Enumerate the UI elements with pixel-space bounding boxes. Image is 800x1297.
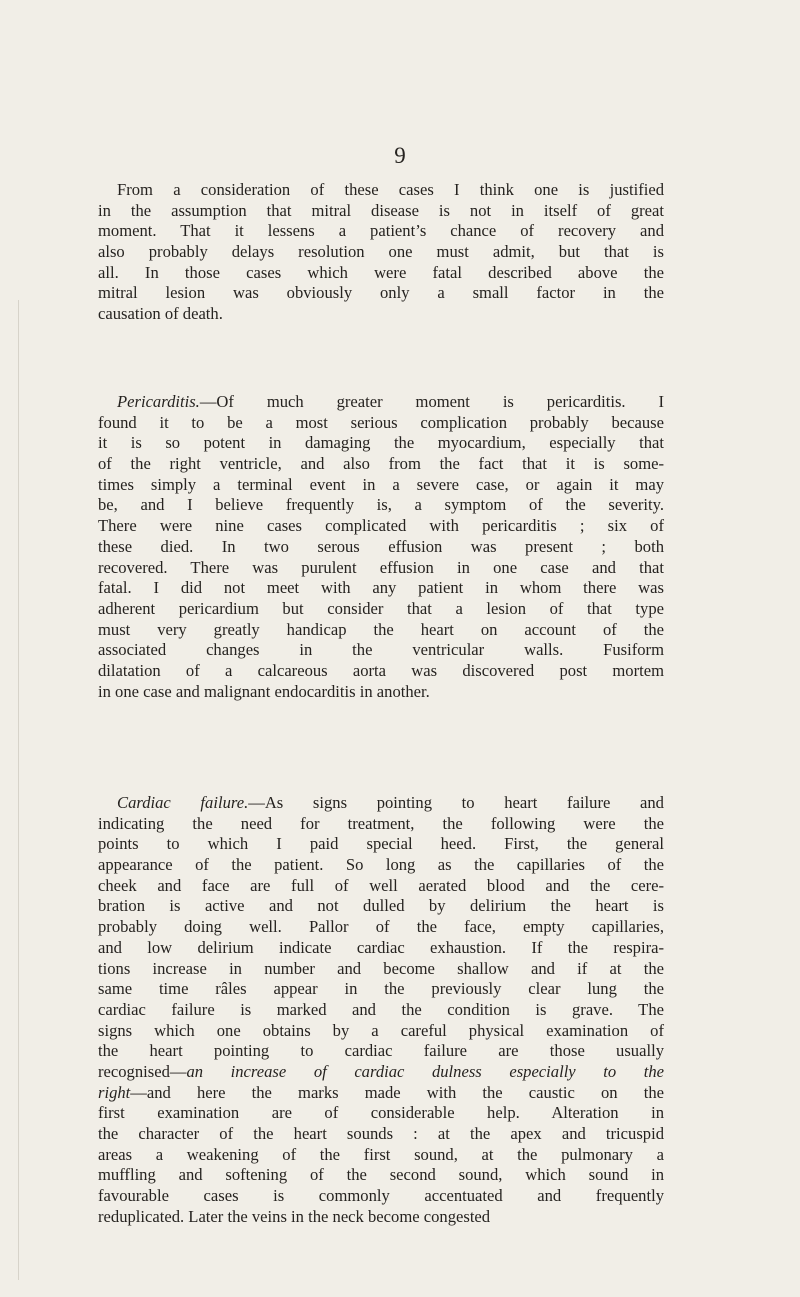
text-line: signs which one obtains by a careful physical examination of (98, 1020, 664, 1040)
text-line (98, 392, 664, 413)
text-line: it is so potent in damaging the myocardium, especially that (98, 433, 664, 453)
section-heading-pericarditis: Pericarditis. (117, 392, 200, 411)
text-line: adherent pericardium but consider that a lesion of that type (98, 598, 664, 618)
text-line: causation of death. (98, 304, 223, 324)
text-line: also probably delays resolution one must admit, but that is (98, 242, 664, 262)
text-line: be, and I believe frequently is, a symptom of the severity. (98, 495, 664, 515)
text-line: appearance of the patient. So long as the capillaries of the (98, 855, 664, 875)
text-line: in the assumption that mitral disease is not in itself of great (98, 200, 664, 220)
text-line: recovered. There was purulent effusion in one case and that (98, 557, 664, 577)
paragraph-cardiac-failure (98, 793, 664, 1227)
text-line: moment. That it lessens a patient’s chance of recovery and (98, 221, 664, 241)
text-line: bration is active and not dulled by delirium the heart is (98, 896, 664, 916)
text-line: probably doing well. Pallor of the face, empty capillaries, (98, 917, 664, 937)
emphasis-text: an increase of cardiac dulness especially to the (186, 1061, 664, 1081)
emphasis-text: right (98, 1082, 131, 1102)
paragraph-pericarditis (98, 392, 664, 702)
text-line: muffling and softening of the second sound, which sound in (98, 1165, 664, 1185)
text-line: first examination are of considerable help. Alteration in (98, 1103, 664, 1123)
text-line: and low delirium indicate cardiac exhaustion. If the respira- (98, 937, 664, 957)
text-span: recognised— (98, 1061, 187, 1081)
section-heading-cardiac-failure: Cardiac failure. (117, 793, 249, 812)
text-line: cardiac failure is marked and the condition is grave. The (98, 999, 664, 1019)
text-line: tions increase in number and become shallow and if at the (98, 958, 664, 978)
text-span: —As signs pointing to heart failure and (248, 793, 664, 812)
text-span: —Of much greater moment is pericarditis. I (199, 392, 664, 411)
text-line: times simply a terminal event in a severe case, or again it may (98, 474, 664, 494)
text-line: same time râles appear in the previously clear lung the (98, 979, 664, 999)
text-line: fatal. I did not meet with any patient in whom there was (98, 578, 664, 598)
text-line: points to which I paid special heed. First, the general (98, 834, 664, 854)
text-line: all. In those cases which were fatal described above the (98, 262, 664, 282)
text-line (98, 793, 664, 814)
page-number: 9 (394, 143, 406, 168)
text-line: dilatation of a calcareous aorta was discovered post mortem (98, 660, 664, 680)
text-line: the character of the heart sounds : at the apex and tricuspid (98, 1124, 664, 1143)
text-line: reduplicated. Later the veins in the neck become congested (98, 1206, 491, 1226)
text-line: in one case and malignant endocarditis in another. (98, 681, 430, 701)
text-line: mitral lesion was obviously only a small factor in the (98, 283, 664, 303)
text-line (98, 1083, 664, 1104)
paragraph-mitral-disease (98, 180, 664, 325)
text-line: must very greatly handicap the heart on account of the (98, 619, 664, 639)
text-line: cheek and face are full of well aerated blood and the cere- (98, 875, 664, 895)
text-span: —and here the marks made with the caustic on the (130, 1082, 664, 1102)
text-line: the heart pointing to cardiac failure are those usually (98, 1041, 664, 1061)
text-line: From a consideration of these cases I think one is justified (117, 180, 664, 199)
text-line: these died. In two serous effusion was present ; both (98, 536, 664, 556)
text-line: of the right ventricle, and also from the fact that it is some- (98, 454, 664, 474)
text-line: found it to be a most serious complication probably because (98, 412, 664, 432)
text-line: associated changes in the ventricular walls. Fusiform (98, 640, 664, 660)
text-line (98, 1062, 664, 1083)
text-line: indicating the need for treatment, the following were the (98, 813, 664, 833)
text-line: There were nine cases complicated with pericarditis ; six of (98, 516, 664, 536)
page-edge-mark (18, 300, 19, 1280)
text-line: favourable cases is commonly accentuated and frequently (98, 1186, 664, 1206)
text-line: areas a weakening of the first sound, at the pulmonary a (98, 1144, 664, 1164)
